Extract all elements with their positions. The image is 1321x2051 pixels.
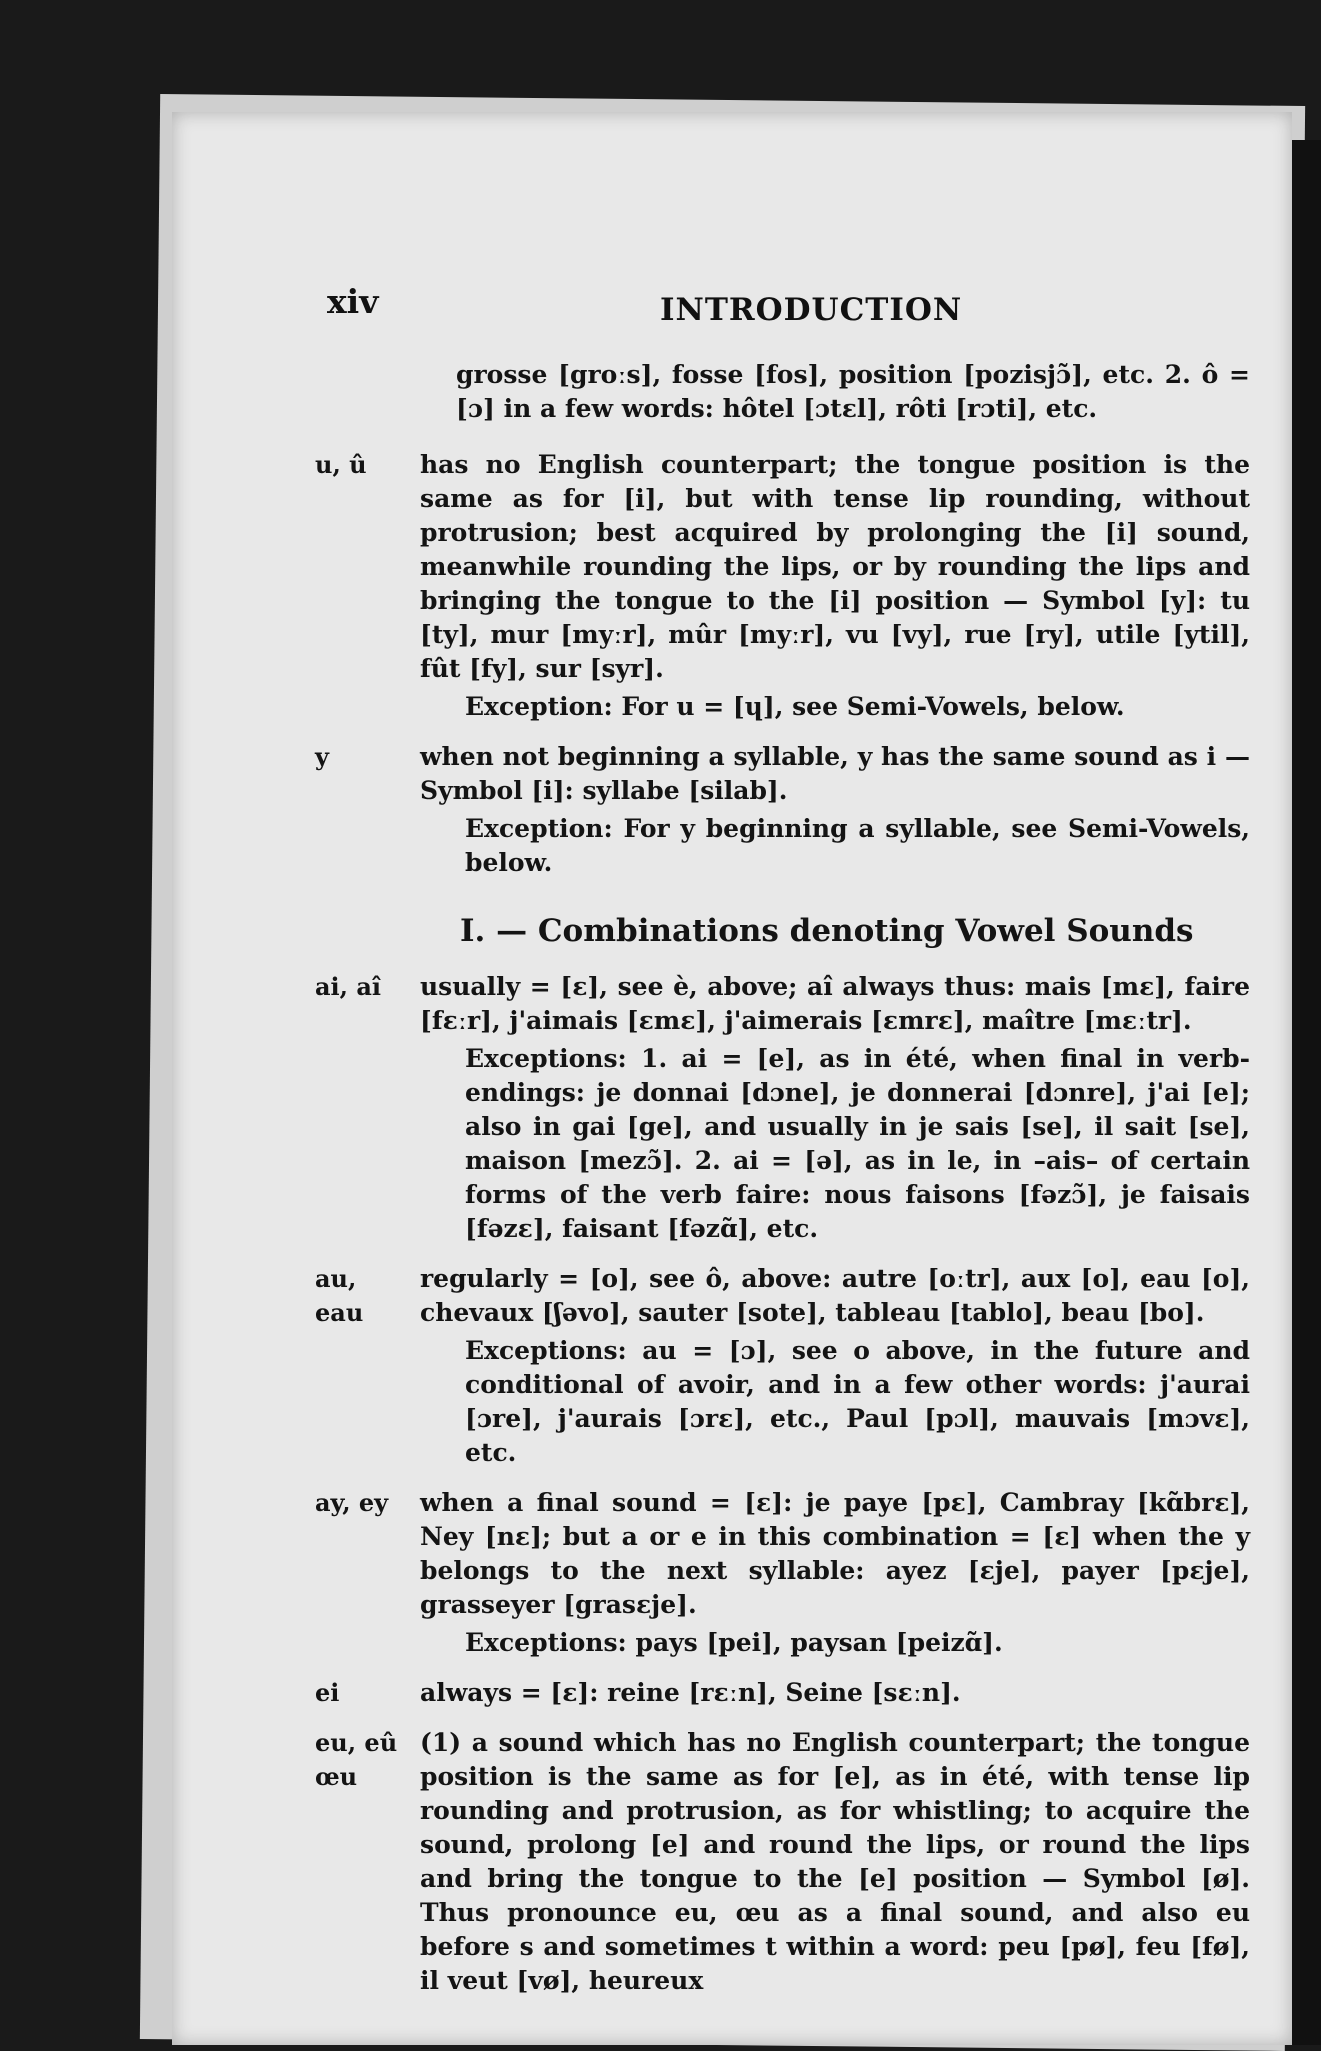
section-heading: I. — Combinations denoting Vowel Sounds <box>460 913 1194 949</box>
entry-key: u, û <box>315 450 367 479</box>
entry-definition-text: regularly = [o], see ô, above: autre [oːtr], aux [o], eau [o], chevaux [ʃəvo], sauter [sote], tableau [tablo], beau [bo]. <box>420 1264 1250 1327</box>
entry-definition-text: (1) a sound which has no English counterpart; the tongue position is the same as for [e], as in été, with tense lip rounding and protrusion, as for whistling; to acquire the sound, prolong [e] and round the lips, or round the lips and bring the tongue to the [e] position — Symbol [ø]. Thus pronounce eu, œu as a final sound, and also eu before s and sometimes t within a word: peu [pø], feu [fø], il veut [vø], heureux <box>420 1728 1250 1995</box>
continued-paragraph: grosse [groːs], fosse [fos], position [pozisjɔ̃], etc. 2. ô = [ɔ] in a few words: hôtel [ɔtɛl], rôti [rɔti], etc. <box>456 360 1250 423</box>
entry-ei <box>300 1676 1250 1710</box>
entry-key: eu, eû œu <box>315 1728 398 1791</box>
entry-definition <box>420 1262 1250 1470</box>
entry-definition <box>420 448 1250 724</box>
entry-au <box>300 1262 1250 1470</box>
entry-key: y <box>315 742 329 771</box>
page-number: xiv <box>327 282 379 321</box>
entry-key: au, eau <box>315 1264 364 1327</box>
entry-definition-text: when not beginning a syllable, y has the same sound as i — Symbol [i]: syllabe [silab]. <box>420 742 1250 805</box>
entry-ai <box>300 970 1250 1246</box>
entry-definition-text: when a final sound = [ɛ]: je paye [pɛ], Cambray [kɑ̃brɛ], Ney [nɛ]; but a or e in this combination = [ɛ] when the y belongs to the next syllable: ayez [ɛje], payer [pɛje], grasseyer [grasɛje]. <box>420 1488 1250 1619</box>
entry-key: ai, aî <box>315 972 382 1001</box>
entry-y <box>300 740 1250 880</box>
entry-eu <box>300 1726 1250 1998</box>
entry-definition-text: always = [ɛ]: reine [rɛːn], Seine [sɛːn]. <box>420 1678 961 1707</box>
entry-exception: Exception: For u = [ɥ], see Semi-Vowels, below. <box>465 692 1125 721</box>
entry-definition <box>420 740 1250 880</box>
entry-key: ay, ey <box>315 1488 389 1517</box>
page-body <box>300 358 1250 2014</box>
entry-definition <box>420 1726 1250 1998</box>
running-head: INTRODUCTION <box>660 292 963 328</box>
entry-exception: Exception: For y beginning a syllable, see Semi-Vowels, below. <box>465 814 1250 877</box>
entry-definition-text: has no English counterpart; the tongue position is the same as for [i], but with tense lip rounding, without protrusion; best acquired by prolonging the [i] sound, meanwhile rounding the lips, or by rounding the lips and bringing the tongue to the [i] position — Symbol [y]: tu [ty], mur [myːr], mûr [myːr], vu [vy], rue [ry], utile [ytil], fût [fy], sur [syr]. <box>420 450 1250 683</box>
entry-exception: Exceptions: 1. ai = [e], as in été, when final in verb-endings: je donnai [dɔne], je donnerai [dɔnre], j'ai [e]; also in gai [ge], and usually in je sais [se], il sait [se], maison [mezɔ̃]. 2. ai = [ə], as in le, in –ais– of certain forms of the verb faire: nous faisons [fəzɔ̃], je faisais [fəzɛ], faisant [fəzɑ̃], etc. <box>465 1044 1250 1243</box>
facing-page-edge <box>1292 140 1321 2045</box>
entry-definition <box>420 1486 1250 1660</box>
entry-ay <box>300 1486 1250 1660</box>
entry-exception: Exceptions: au = [ɔ], see o above, in the future and conditional of avoir, and in a few other words: j'aurai [ɔre], j'aurais [ɔrɛ], etc., Paul [pɔl], mauvais [mɔvɛ], etc. <box>465 1336 1250 1467</box>
entry-key: ei <box>315 1678 340 1707</box>
entry-definition-text: usually = [ɛ], see è, above; aî always thus: mais [mɛ], faire [fɛːr], j'aimais [ɛmɛ], j'aimerais [ɛmrɛ], maître [mɛːtr]. <box>420 972 1250 1035</box>
entry-u <box>300 448 1250 724</box>
entry-exception: Exceptions: pays [pei], paysan [peizɑ̃]. <box>465 1628 1003 1657</box>
entry-definition <box>420 970 1250 1246</box>
entry-definition <box>420 1676 1250 1710</box>
